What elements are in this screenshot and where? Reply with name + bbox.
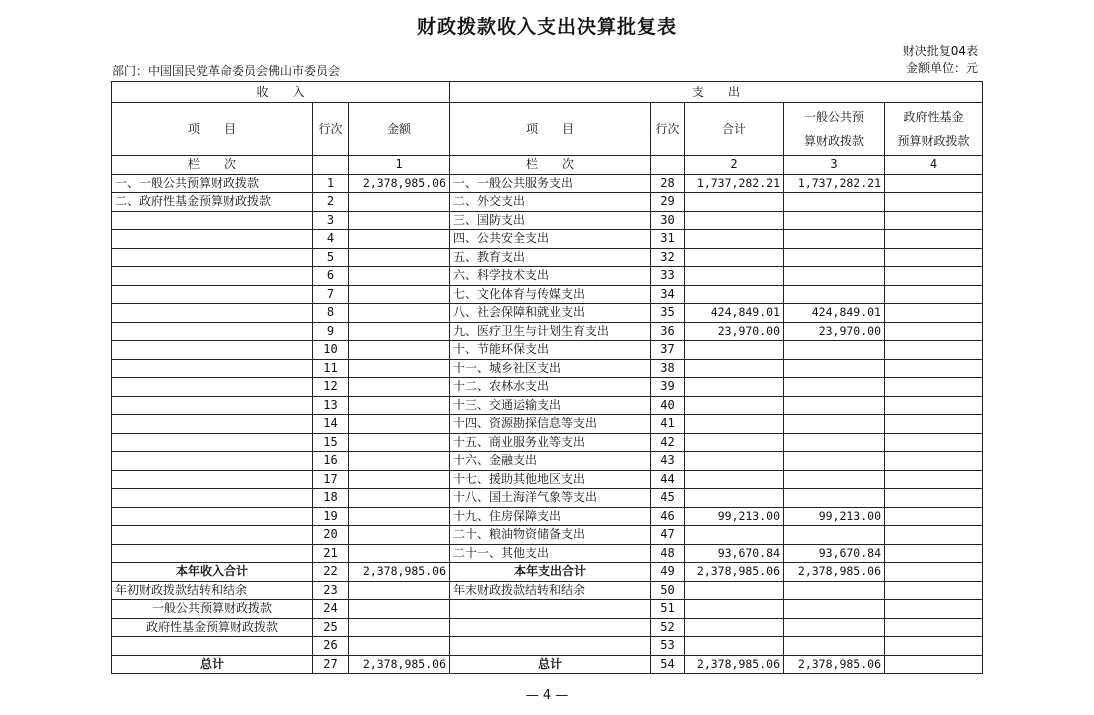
expense-total-cell [685, 433, 784, 452]
expense-general-budget-cell [784, 285, 885, 304]
income-item-cell [112, 267, 313, 286]
expense-general-budget-cell [784, 248, 885, 267]
expense-row-no-cell: 54 [651, 655, 685, 674]
expense-item-cell: 总计 [450, 655, 651, 674]
col-number-3: 3 [784, 156, 885, 175]
income-amount-cell [349, 581, 450, 600]
expense-general-budget-cell: 424,849.01 [784, 304, 885, 323]
income-amount-cell [349, 396, 450, 415]
expense-row-no-cell: 43 [651, 452, 685, 471]
expense-item-cell: 四、公共安全支出 [450, 230, 651, 249]
expense-item-cell: 十七、援助其他地区支出 [450, 470, 651, 489]
income-row-no-cell: 26 [313, 637, 349, 656]
expense-fund-budget-cell [885, 304, 983, 323]
income-amount-cell [349, 341, 450, 360]
expense-fund-budget-cell [885, 341, 983, 360]
income-amount-cell [349, 544, 450, 563]
department-label: 部门：中国国民党革命委员会佛山市委员会 [112, 64, 341, 78]
expense-fund-budget-cell [885, 489, 983, 508]
expense-general-budget-cell [784, 470, 885, 489]
expense-general-budget-cell [784, 230, 885, 249]
income-item-cell [112, 359, 313, 378]
fund-budget-header-line1: 政府性基金 [903, 110, 964, 124]
expense-total-cell [685, 230, 784, 249]
income-amount-cell [349, 285, 450, 304]
expense-row-no-cell: 32 [651, 248, 685, 267]
expense-general-budget-cell: 99,213.00 [784, 507, 885, 526]
expense-item-cell: 十六、金融支出 [450, 452, 651, 471]
expense-row-no-cell: 52 [651, 618, 685, 637]
expense-general-budget-cell: 1,737,282.21 [784, 174, 885, 193]
income-amount-cell [349, 526, 450, 545]
expense-fund-budget-cell [885, 230, 983, 249]
income-amount-cell: 2,378,985.06 [349, 174, 450, 193]
expense-total-cell: 2,378,985.06 [685, 655, 784, 674]
table-row [112, 563, 983, 582]
income-item-cell: 政府性基金预算财政拨款 [112, 618, 313, 637]
expense-item-cell: 二、外交支出 [450, 193, 651, 212]
income-amount-cell [349, 433, 450, 452]
expense-fund-budget-cell [885, 544, 983, 563]
income-amount-cell: 2,378,985.06 [349, 655, 450, 674]
table-row [112, 526, 983, 545]
expense-item-cell: 二十一、其他支出 [450, 544, 651, 563]
income-row-no-cell: 18 [313, 489, 349, 508]
income-item-cell [112, 637, 313, 656]
table-row [112, 174, 983, 193]
expense-total-cell [685, 470, 784, 489]
expense-fund-budget-cell [885, 248, 983, 267]
expense-total-cell: 1,737,282.21 [685, 174, 784, 193]
expense-general-budget-cell [784, 489, 885, 508]
income-item-cell [112, 415, 313, 434]
expense-item-cell: 十、节能环保支出 [450, 341, 651, 360]
income-row-no-cell: 24 [313, 600, 349, 619]
expense-general-budget-cell: 2,378,985.06 [784, 563, 885, 582]
income-item-cell [112, 322, 313, 341]
expense-general-budget-cell [784, 452, 885, 471]
income-row-no-cell: 7 [313, 285, 349, 304]
expense-total-cell: 2,378,985.06 [685, 563, 784, 582]
expense-row-no-cell: 39 [651, 378, 685, 397]
income-amount-cell [349, 230, 450, 249]
expense-row-no-cell: 33 [651, 267, 685, 286]
expense-fund-budget-cell [885, 415, 983, 434]
income-row-no-cell: 27 [313, 655, 349, 674]
income-amount-cell [349, 600, 450, 619]
table-row [112, 433, 983, 452]
income-item-cell [112, 526, 313, 545]
expense-fund-budget-cell [885, 359, 983, 378]
expense-fund-budget-cell [885, 267, 983, 286]
expense-fund-budget-cell [885, 618, 983, 637]
income-item-cell [112, 507, 313, 526]
col-number-2: 2 [685, 156, 784, 175]
income-row-no-cell: 22 [313, 563, 349, 582]
expense-item-cell: 九、医疗卫生与计划生育支出 [450, 322, 651, 341]
expense-general-budget-cell [784, 637, 885, 656]
expense-item-cell: 十八、国土海洋气象等支出 [450, 489, 651, 508]
expense-general-budget-cell [784, 359, 885, 378]
income-item-cell [112, 470, 313, 489]
income-header: 收 入 [112, 82, 450, 103]
expense-row-no-cell: 29 [651, 193, 685, 212]
expense-item-cell: 八、社会保障和就业支出 [450, 304, 651, 323]
expense-general-budget-cell [784, 267, 885, 286]
income-row-no-cell: 21 [313, 544, 349, 563]
table-row [112, 378, 983, 397]
expense-item-cell [450, 600, 651, 619]
expense-total-cell [685, 248, 784, 267]
expense-general-budget-cell [784, 526, 885, 545]
income-item-cell: 一般公共预算财政拨款 [112, 600, 313, 619]
expense-item-cell: 十九、住房保障支出 [450, 507, 651, 526]
table-row [112, 452, 983, 471]
expense-col-label: 栏 次 [450, 156, 651, 175]
page-number: — 4 — [525, 688, 569, 703]
fund-budget-header-line2: 预算财政拨款 [897, 134, 970, 148]
income-item-cell [112, 489, 313, 508]
expense-row-no-cell: 51 [651, 600, 685, 619]
expense-total-header: 合计 [685, 103, 784, 156]
expense-general-budget-cell [784, 193, 885, 212]
expense-item-cell: 十二、农林水支出 [450, 378, 651, 397]
income-item-cell [112, 452, 313, 471]
income-row-no-cell: 23 [313, 581, 349, 600]
income-amount-cell [349, 470, 450, 489]
income-item-cell [112, 544, 313, 563]
income-row-no-cell: 8 [313, 304, 349, 323]
expense-item-cell: 十三、交通运输支出 [450, 396, 651, 415]
fund-budget-header [885, 103, 983, 156]
general-budget-header [784, 103, 885, 156]
expense-total-cell [685, 452, 784, 471]
expense-item-cell: 年末财政拨款结转和结余 [450, 581, 651, 600]
expense-fund-budget-cell [885, 452, 983, 471]
expense-total-cell [685, 618, 784, 637]
income-rowno-header: 行次 [313, 103, 349, 156]
expense-fund-budget-cell [885, 322, 983, 341]
income-item-cell [112, 341, 313, 360]
expense-general-budget-cell: 23,970.00 [784, 322, 885, 341]
expense-header: 支 出 [450, 82, 983, 103]
expense-total-cell [685, 526, 784, 545]
expense-row-no-cell: 37 [651, 341, 685, 360]
income-item-cell [112, 378, 313, 397]
income-amount-cell [349, 637, 450, 656]
income-amount-cell [349, 304, 450, 323]
expense-item-cell: 七、文化体育与传媒支出 [450, 285, 651, 304]
expense-row-no-cell: 47 [651, 526, 685, 545]
expense-row-no-cell: 34 [651, 285, 685, 304]
expense-general-budget-cell: 93,670.84 [784, 544, 885, 563]
expense-fund-budget-cell [885, 174, 983, 193]
income-item-header: 项 目 [112, 103, 313, 156]
expense-item-cell [450, 618, 651, 637]
income-row-no-cell: 6 [313, 267, 349, 286]
expense-row-no-cell: 30 [651, 211, 685, 230]
expense-fund-budget-cell [885, 470, 983, 489]
table-row [112, 415, 983, 434]
expense-fund-budget-cell [885, 433, 983, 452]
expense-total-cell [685, 285, 784, 304]
expense-total-cell [685, 396, 784, 415]
income-row-no-cell: 25 [313, 618, 349, 637]
table-row [112, 470, 983, 489]
expense-total-cell [685, 378, 784, 397]
empty-cell [313, 156, 349, 175]
general-budget-header-line2: 算财政拨款 [803, 134, 864, 148]
expense-row-no-cell: 45 [651, 489, 685, 508]
table-row [112, 359, 983, 378]
income-item-cell [112, 230, 313, 249]
table-row [112, 341, 983, 360]
income-row-no-cell: 1 [313, 174, 349, 193]
expense-row-no-cell: 38 [651, 359, 685, 378]
col-number-1: 1 [349, 156, 450, 175]
expense-fund-budget-cell [885, 285, 983, 304]
income-amount-cell [349, 193, 450, 212]
income-row-no-cell: 20 [313, 526, 349, 545]
income-amount-cell [349, 267, 450, 286]
expense-general-budget-cell [784, 618, 885, 637]
income-row-no-cell: 13 [313, 396, 349, 415]
expense-row-no-cell: 35 [651, 304, 685, 323]
table-row [112, 322, 983, 341]
income-item-cell: 年初财政拨款结转和结余 [112, 581, 313, 600]
income-amount-cell [349, 378, 450, 397]
expense-total-cell [685, 193, 784, 212]
expense-rowno-header: 行次 [651, 103, 685, 156]
table-row [112, 489, 983, 508]
empty-cell [651, 156, 685, 175]
expense-general-budget-cell [784, 396, 885, 415]
income-row-no-cell: 10 [313, 341, 349, 360]
income-row-no-cell: 9 [313, 322, 349, 341]
table-row [112, 618, 983, 637]
income-amount-header: 金额 [349, 103, 450, 156]
table-row [112, 544, 983, 563]
income-row-no-cell: 5 [313, 248, 349, 267]
table-row [112, 230, 983, 249]
expense-general-budget-cell [784, 433, 885, 452]
income-item-cell [112, 433, 313, 452]
expense-general-budget-cell [784, 581, 885, 600]
expense-row-no-cell: 41 [651, 415, 685, 434]
expense-fund-budget-cell [885, 637, 983, 656]
income-item-cell [112, 211, 313, 230]
income-row-no-cell: 2 [313, 193, 349, 212]
expense-item-header: 项 目 [450, 103, 651, 156]
expense-total-cell [685, 341, 784, 360]
table-row [112, 637, 983, 656]
expense-item-cell [450, 637, 651, 656]
expense-total-cell [685, 600, 784, 619]
table-row [112, 285, 983, 304]
expense-fund-budget-cell [885, 378, 983, 397]
table-row [112, 600, 983, 619]
expense-row-no-cell: 40 [651, 396, 685, 415]
income-row-no-cell: 11 [313, 359, 349, 378]
page-title: 财政拨款收入支出决算批复表 [416, 16, 677, 38]
expense-fund-budget-cell [885, 193, 983, 212]
income-row-no-cell: 12 [313, 378, 349, 397]
expense-general-budget-cell [784, 378, 885, 397]
income-item-cell [112, 248, 313, 267]
expense-row-no-cell: 44 [651, 470, 685, 489]
expense-item-cell: 三、国防支出 [450, 211, 651, 230]
income-amount-cell [349, 359, 450, 378]
table-row [112, 304, 983, 323]
expense-general-budget-cell [784, 211, 885, 230]
expense-row-no-cell: 31 [651, 230, 685, 249]
approval-table [111, 81, 983, 674]
expense-item-cell: 二十、粮油物资储备支出 [450, 526, 651, 545]
expense-fund-budget-cell [885, 507, 983, 526]
expense-row-no-cell: 49 [651, 563, 685, 582]
expense-fund-budget-cell [885, 526, 983, 545]
expense-row-no-cell: 36 [651, 322, 685, 341]
income-col-label: 栏 次 [112, 156, 313, 175]
income-item-cell: 一、一般公共预算财政拨款 [112, 174, 313, 193]
expense-item-cell: 五、教育支出 [450, 248, 651, 267]
table-row [112, 211, 983, 230]
table-row [112, 507, 983, 526]
income-row-no-cell: 3 [313, 211, 349, 230]
col-number-4: 4 [885, 156, 983, 175]
expense-item-cell: 本年支出合计 [450, 563, 651, 582]
expense-fund-budget-cell [885, 600, 983, 619]
expense-total-cell [685, 359, 784, 378]
general-budget-header-line1: 一般公共预 [803, 110, 864, 124]
expense-total-cell [685, 581, 784, 600]
expense-item-cell: 六、科学技术支出 [450, 267, 651, 286]
income-amount-cell: 2,378,985.06 [349, 563, 450, 582]
expense-fund-budget-cell [885, 563, 983, 582]
expense-total-cell: 99,213.00 [685, 507, 784, 526]
income-amount-cell [349, 211, 450, 230]
expense-general-budget-cell [784, 415, 885, 434]
expense-total-cell [685, 415, 784, 434]
table-row [112, 396, 983, 415]
income-row-no-cell: 17 [313, 470, 349, 489]
table-row [112, 267, 983, 286]
expense-item-cell: 十五、商业服务业等支出 [450, 433, 651, 452]
table-row [112, 193, 983, 212]
table-row [112, 655, 983, 674]
expense-fund-budget-cell [885, 396, 983, 415]
income-row-no-cell: 15 [313, 433, 349, 452]
expense-fund-budget-cell [885, 211, 983, 230]
expense-item-cell: 十一、城乡社区支出 [450, 359, 651, 378]
expense-row-no-cell: 46 [651, 507, 685, 526]
expense-row-no-cell: 28 [651, 174, 685, 193]
expense-total-cell: 424,849.01 [685, 304, 784, 323]
income-amount-cell [349, 415, 450, 434]
income-amount-cell [349, 248, 450, 267]
income-amount-cell [349, 322, 450, 341]
table-row [112, 581, 983, 600]
income-amount-cell [349, 452, 450, 471]
expense-row-no-cell: 50 [651, 581, 685, 600]
unit-label: 金额单位：元 [905, 61, 978, 75]
doc-number: 财决批复04表 [902, 44, 978, 58]
expense-general-budget-cell [784, 600, 885, 619]
table-row [112, 248, 983, 267]
income-item-cell [112, 304, 313, 323]
income-item-cell [112, 285, 313, 304]
income-row-no-cell: 4 [313, 230, 349, 249]
income-item-cell: 二、政府性基金预算财政拨款 [112, 193, 313, 212]
income-amount-cell [349, 507, 450, 526]
expense-total-cell: 23,970.00 [685, 322, 784, 341]
expense-general-budget-cell [784, 341, 885, 360]
expense-fund-budget-cell [885, 581, 983, 600]
expense-item-cell: 一、一般公共服务支出 [450, 174, 651, 193]
income-item-cell: 总计 [112, 655, 313, 674]
expense-row-no-cell: 48 [651, 544, 685, 563]
expense-total-cell [685, 489, 784, 508]
expense-item-cell: 十四、资源勘探信息等支出 [450, 415, 651, 434]
expense-row-no-cell: 53 [651, 637, 685, 656]
income-item-cell: 本年收入合计 [112, 563, 313, 582]
income-row-no-cell: 16 [313, 452, 349, 471]
expense-total-cell [685, 637, 784, 656]
expense-general-budget-cell: 2,378,985.06 [784, 655, 885, 674]
income-amount-cell [349, 489, 450, 508]
income-amount-cell [349, 618, 450, 637]
income-row-no-cell: 19 [313, 507, 349, 526]
expense-total-cell: 93,670.84 [685, 544, 784, 563]
expense-total-cell [685, 211, 784, 230]
expense-row-no-cell: 42 [651, 433, 685, 452]
expense-fund-budget-cell [885, 655, 983, 674]
income-row-no-cell: 14 [313, 415, 349, 434]
income-item-cell [112, 396, 313, 415]
expense-total-cell [685, 267, 784, 286]
